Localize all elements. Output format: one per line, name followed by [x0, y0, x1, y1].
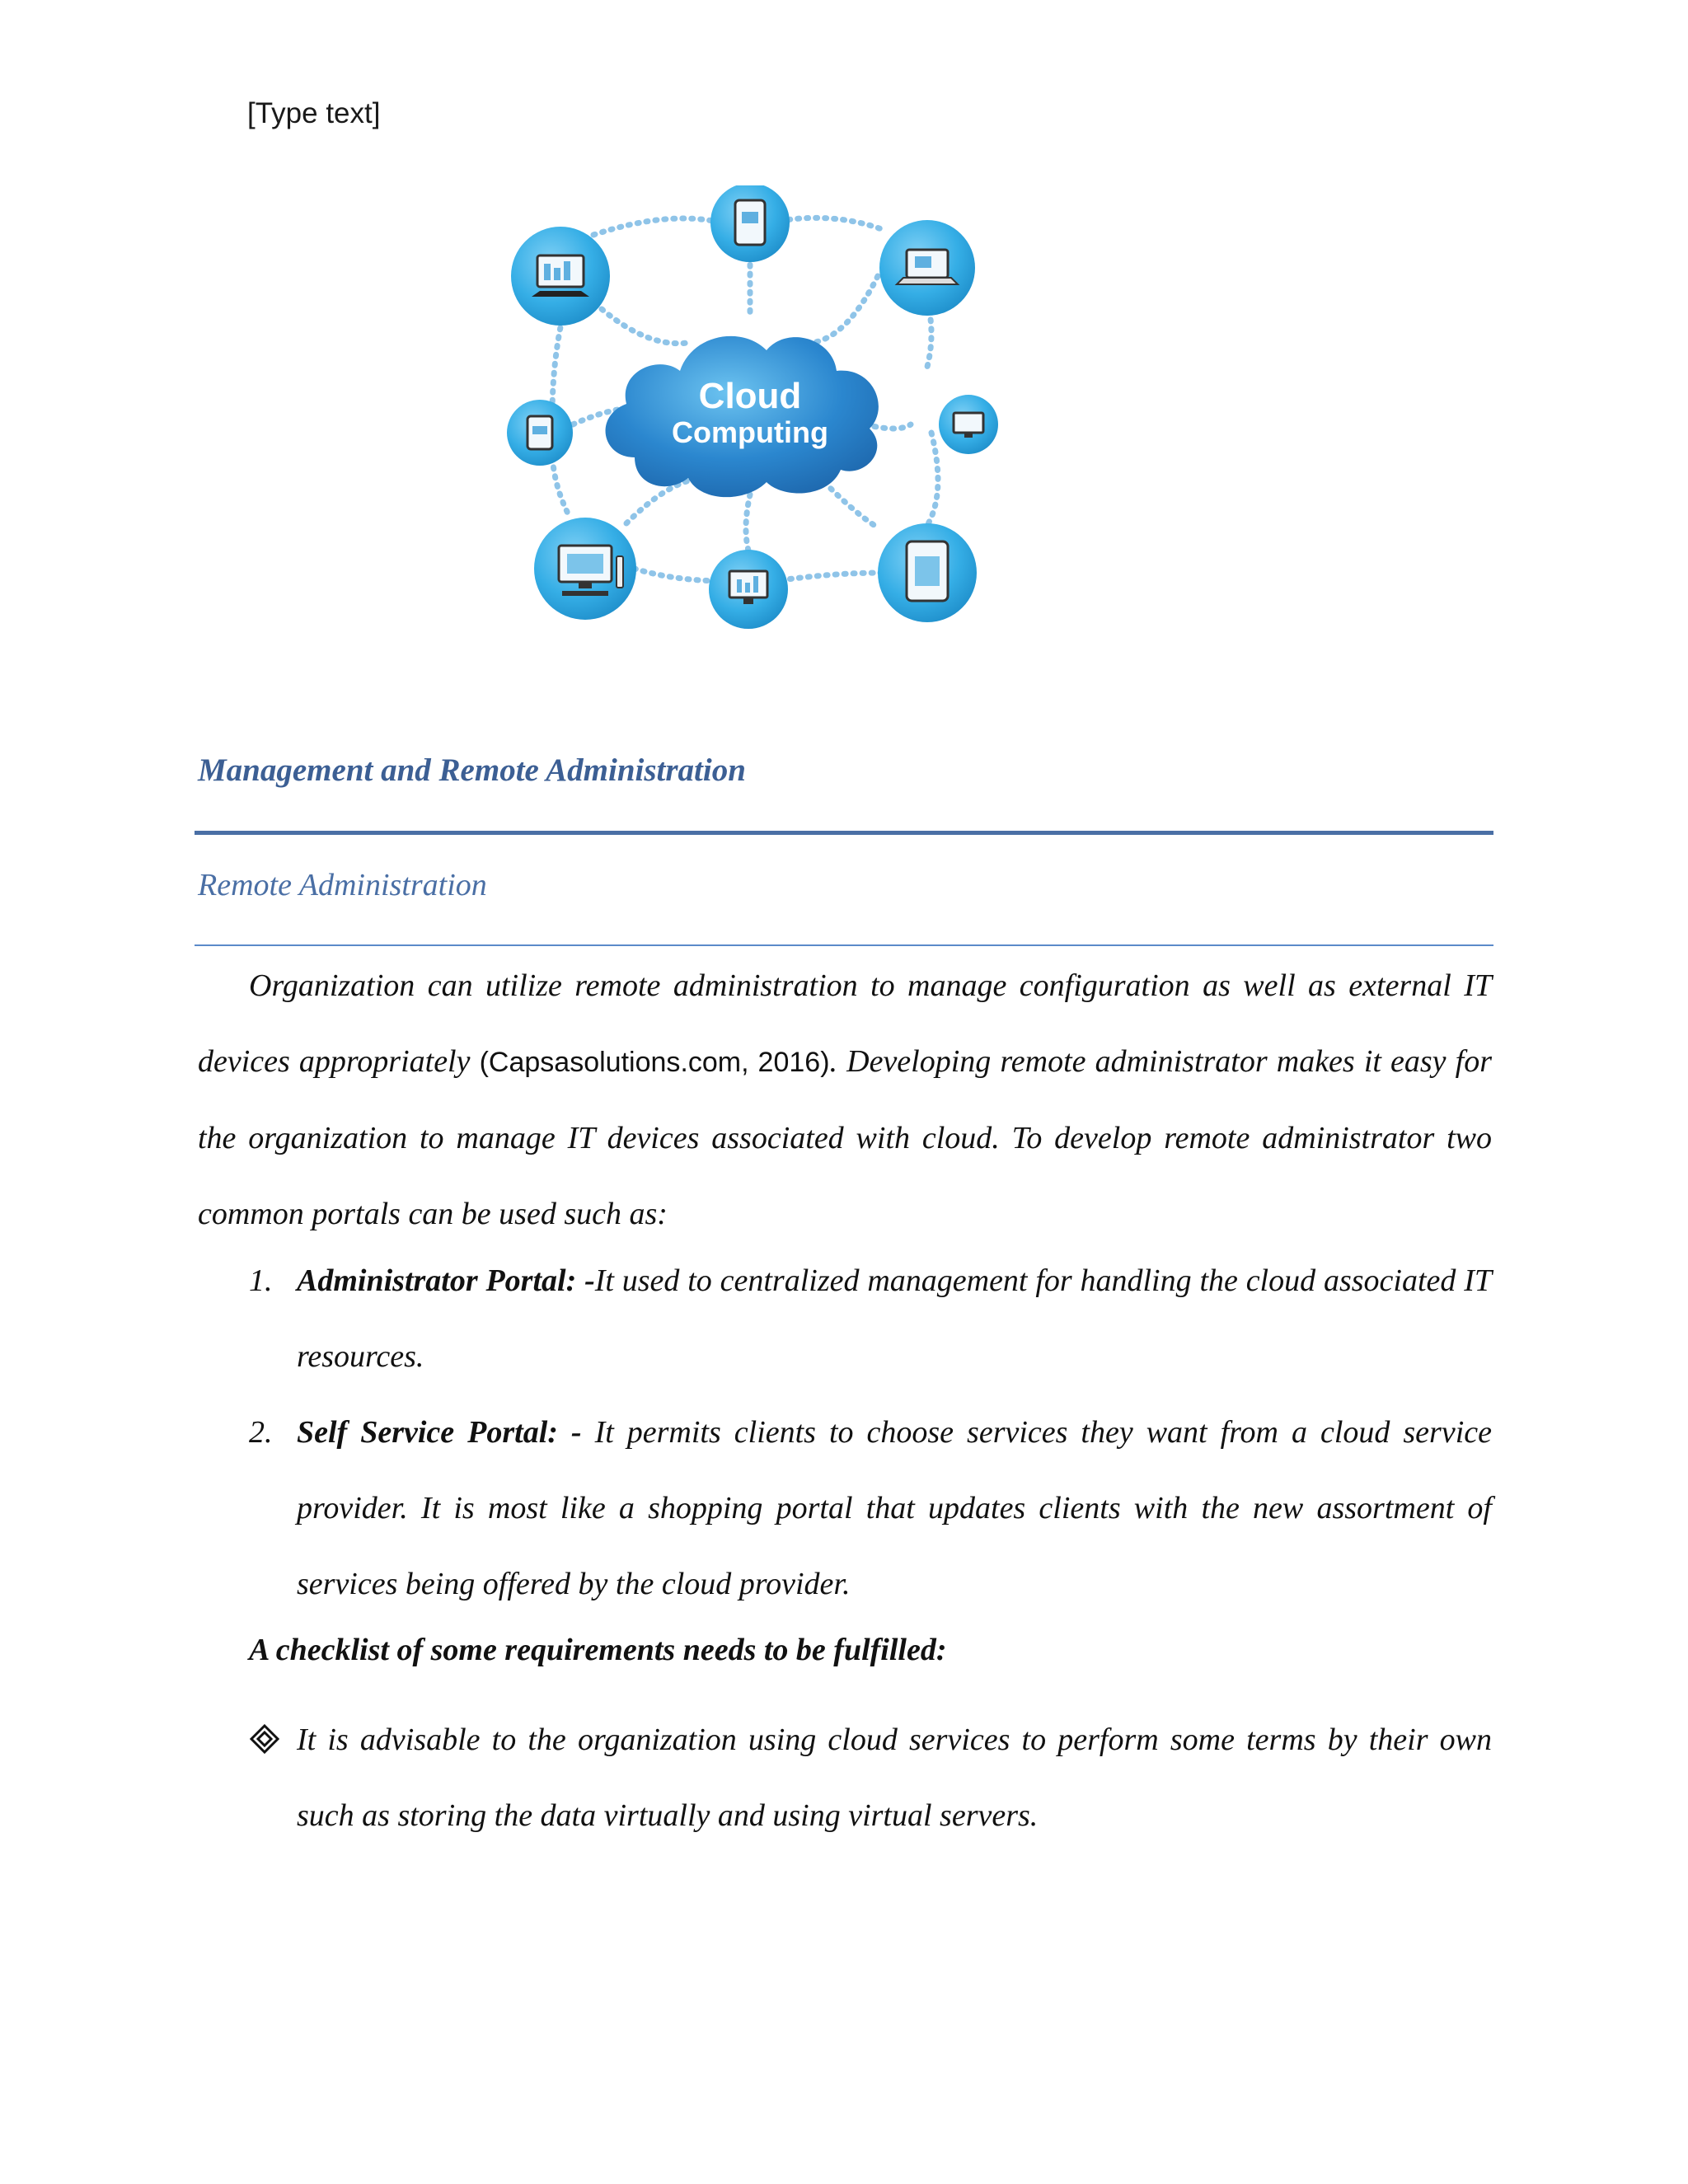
list-text: It used to centralized management for handling the cloud associated IT resources.	[297, 1263, 1492, 1374]
monitor-icon	[709, 550, 788, 629]
cloud-label-line2: Computing	[672, 415, 828, 449]
desktop-icon	[511, 227, 610, 326]
cloud-shape	[606, 336, 879, 497]
subsection-heading: Remote Administration	[198, 868, 487, 902]
citation: (Capsasolutions.com, 2016)	[479, 1047, 830, 1078]
list-term: Administrator Portal: -	[297, 1263, 595, 1298]
list-item	[198, 1394, 1492, 1622]
intro-paragraph	[198, 948, 1492, 1252]
list-term: Self Service Portal: -	[297, 1415, 582, 1450]
checklist-item-text: It is advisable to the organization using cloud services to perform some terms by their own such as storing the data virtually and using virtual servers.	[297, 1722, 1492, 1833]
cloud-label-line1: Cloud	[698, 376, 802, 416]
cloud-computing-figure	[503, 185, 1014, 647]
laptop-icon	[879, 220, 975, 316]
tablet-icon	[507, 400, 573, 466]
list-text: It permits clients to choose services they want from a cloud service provider. It is most like a shopping portal that updates clients with the new assortment of services being offered by the cloud provider.	[297, 1415, 1492, 1601]
list-number: 1.	[249, 1263, 273, 1298]
monitor-icon	[939, 395, 998, 454]
numbered-list	[198, 1243, 1492, 1622]
list-item	[198, 1702, 1492, 1854]
checklist	[198, 1702, 1492, 1854]
tablet-icon	[878, 523, 977, 622]
checklist-heading: A checklist of some requirements needs to be fulfilled:	[249, 1633, 947, 1667]
heading-divider	[195, 831, 1493, 835]
subheading-divider	[195, 944, 1493, 946]
list-number: 2.	[249, 1415, 273, 1450]
paragraph-text-part1: Organization can utilize remote administration to manage configuration as well as external IT devices appropriately	[198, 968, 1492, 1079]
desktop-icon	[534, 518, 636, 620]
tablet-icon	[710, 185, 790, 262]
list-item	[198, 1243, 1492, 1394]
paragraph-text-part2: . Developing remote administrator makes it easy for the organization to manage IT devices associated with cloud. To develop remote administrator two common portals can be used such as:	[198, 1044, 1493, 1231]
diamond-bullet-icon	[249, 1723, 280, 1755]
section-heading: Management and Remote Administration	[198, 752, 746, 788]
header-placeholder-text[interactable]: [Type text]	[247, 97, 381, 129]
